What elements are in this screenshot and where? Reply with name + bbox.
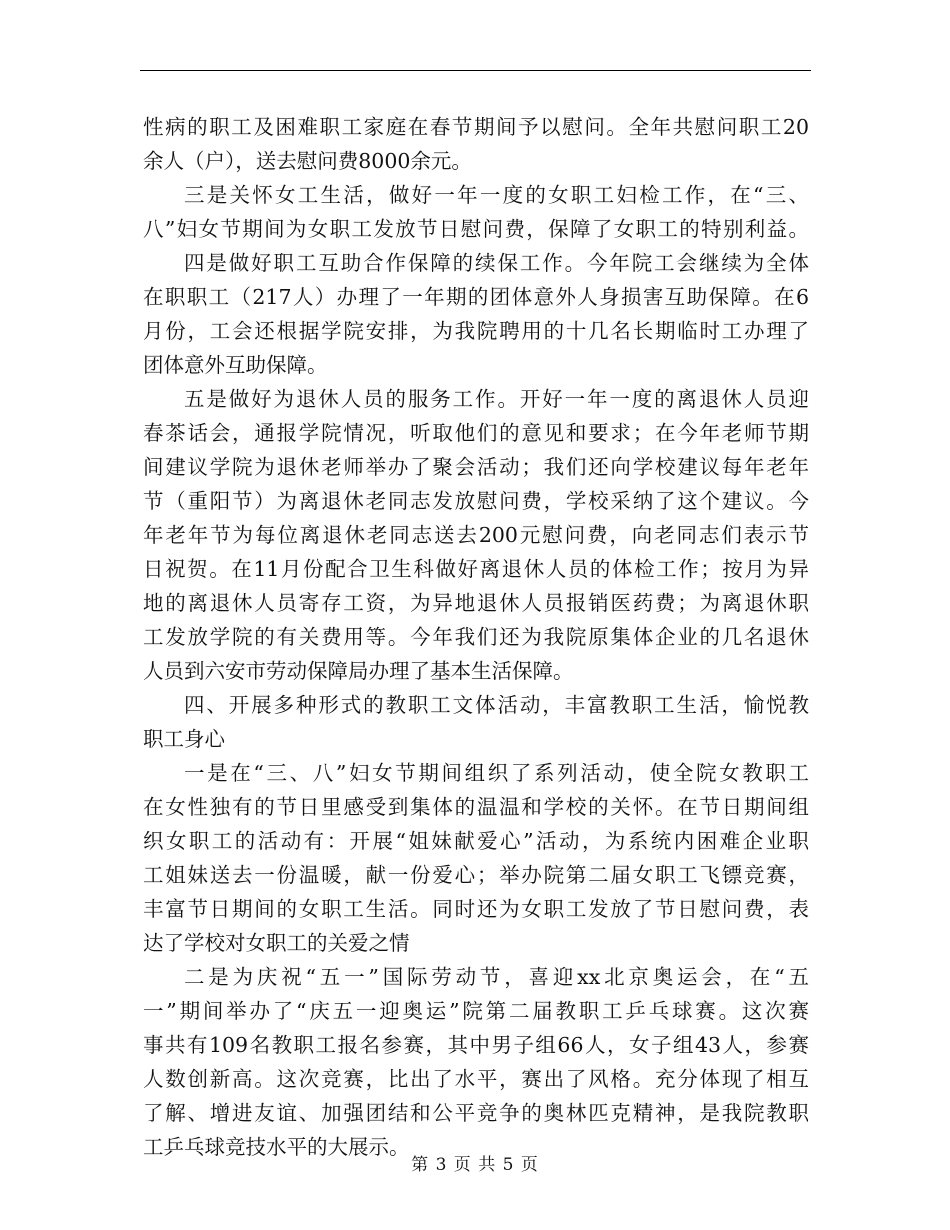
text-line: 工姐妹送去一份温暖，献一份爱心；举办院第二届女职工飞镖竞赛， (143, 863, 809, 887)
text-line: 余人（户），送去慰问费8000余元。 (143, 149, 472, 173)
paragraph-start-line: 二是为庆祝“五一”国际劳动节，喜迎xx北京奥运会，在“五 (184, 965, 809, 989)
text-line: 工乒乓球竞技水平的大展示。 (143, 1135, 410, 1159)
text-line: 在女性独有的节日里感受到集体的温温和学校的关怀。在节日期间组 (143, 795, 809, 819)
text-line: 在职职工（217人）办理了一年期的团体意外人身损害互助保障。在6 (143, 285, 809, 309)
text-line: 了解、增进友谊、加强团结和公平竞争的奥林匹克精神，是我院教职 (143, 1101, 809, 1125)
text-line: 事共有109名教职工报名参赛，其中男子组66人，女子组43人，参赛 (143, 1033, 809, 1057)
paragraph-start-line: 三是关怀女工生活，做好一年一度的女职工妇检工作，在“三、 (184, 183, 809, 207)
text-line: 性病的职工及困难职工家庭在春节期间予以慰问。全年共慰问职工20 (143, 115, 809, 139)
body-text (143, 110, 809, 1164)
text-line: 织女职工的活动有：开展“姐妹献爱心”活动，为系统内困难企业职 (143, 829, 809, 853)
text-line: 月份，工会还根据学院安排，为我院聘用的十几名长期临时工办理了 (143, 319, 809, 343)
text-line: 八”妇女节期间为女职工发放节日慰问费，保障了女职工的特别利益。 (143, 217, 809, 241)
text-line: 春茶话会，通报学院情况，听取他们的意见和要求；在今年老师节期 (143, 421, 809, 445)
section-heading-line: 四、开展多种形式的教职工文体活动，丰富教职工生活，愉悦教 (184, 693, 809, 717)
header-rule (140, 70, 811, 71)
paragraph-start-line: 四是做好职工互助合作保障的续保工作。今年院工会继续为全体 (184, 251, 809, 275)
text-line: 团体意外互助保障。 (143, 353, 328, 377)
text-line: 一”期间举办了“庆五一迎奥运”院第二届教职工乒乓球赛。这次赛 (143, 999, 809, 1023)
text-line: 年老年节为每位离退休老同志送去200元慰问费，向老同志们表示节 (143, 523, 809, 547)
paragraph-start-line: 五是做好为退休人员的服务工作。开好一年一度的离退休人员迎 (184, 387, 809, 411)
paragraph-start-line: 一是在“三、八”妇女节期间组织了系列活动，使全院女教职工 (184, 761, 809, 785)
text-line: 地的离退休人员寄存工资，为异地退休人员报销医药费；为离退休职 (143, 591, 809, 615)
page-number-footer: 第 3 页 共 5 页 (411, 1155, 539, 1175)
text-line: 日祝贺。在11月份配合卫生科做好离退休人员的体检工作；按月为异 (143, 557, 809, 581)
text-line: 丰富节日期间的女职工生活。同时还为女职工发放了节日慰问费，表 (143, 897, 809, 921)
text-line: 人员到六安市劳动保障局办理了基本生活保障。 (143, 659, 574, 683)
text-line: 节（重阳节）为离退休老同志发放慰问费，学校采纳了这个建议。今 (143, 489, 809, 513)
text-line: 人数创新高。这次竞赛，比出了水平，赛出了风格。充分体现了相互 (143, 1067, 809, 1091)
text-line: 达了学校对女职工的关爱之情 (143, 931, 410, 955)
section-heading-line: 职工身心 (143, 727, 225, 751)
text-line: 间建议学院为退休老师举办了聚会活动；我们还向学校建议每年老年 (143, 455, 809, 479)
text-line: 工发放学院的有关费用等。今年我们还为我院原集体企业的几名退休 (143, 625, 809, 649)
